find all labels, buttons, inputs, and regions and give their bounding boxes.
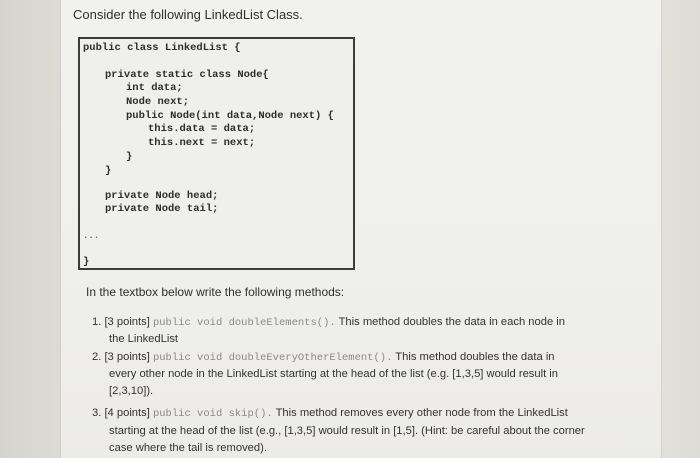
code-line-tail-field: private Node tail;	[105, 203, 219, 215]
question-3-text: This method removes every other node from the LinkedList	[272, 407, 568, 419]
code-line-next-field: Node next;	[126, 96, 190, 108]
question-3-continuation-2: case where the tail is removed).	[109, 442, 267, 454]
question-2-continuation-2: [2,3,10]).	[109, 385, 154, 397]
question-1	[92, 315, 565, 330]
question-3	[92, 406, 568, 421]
instructions-text: In the textbox below write the following methods:	[86, 285, 345, 299]
code-line-ellipsis: ...	[83, 231, 100, 241]
code-line-assign-data: this.data = data;	[148, 123, 256, 135]
question-2-continuation: every other node in the LinkedList starting at the head of the list (e.g. [1,3,5] would result in	[109, 368, 559, 380]
question-3-continuation: starting at the head of the list (e.g., [1,3,5] would result in [1,5]. (Hint: be careful about the corner	[109, 425, 585, 437]
code-line-close-constructor: }	[126, 151, 133, 163]
code-line-head-field: private Node head;	[105, 190, 219, 202]
question-1-text: This method doubles the data in each node in	[335, 316, 565, 328]
code-line-close-class: }	[83, 256, 90, 268]
code-line-assign-next: this.next = next;	[148, 137, 256, 149]
question-2	[92, 350, 555, 365]
question-3-prefix: 3. [4 points]	[92, 407, 153, 419]
question-3-method: public void skip().	[152, 408, 273, 420]
code-line-class-decl: public class LinkedList {	[83, 42, 241, 54]
question-2-method: public void doubleEveryOtherElement().	[152, 352, 393, 364]
question-1-continuation: the LinkedList	[109, 333, 179, 345]
question-2-text: This method doubles the data in	[392, 351, 555, 363]
question-heading: Consider the following LinkedList Class.	[73, 7, 303, 22]
code-line-data-field: int data;	[126, 82, 183, 94]
question-1-method: public void doubleElements().	[152, 317, 336, 329]
code-line-node-class: private static class Node{	[105, 69, 269, 81]
question-2-prefix: 2. [3 points]	[92, 351, 153, 363]
code-line-close-node: }	[105, 165, 112, 177]
question-1-prefix: 1. [3 points]	[92, 316, 153, 328]
code-line-constructor: public Node(int data,Node next) {	[126, 110, 334, 122]
